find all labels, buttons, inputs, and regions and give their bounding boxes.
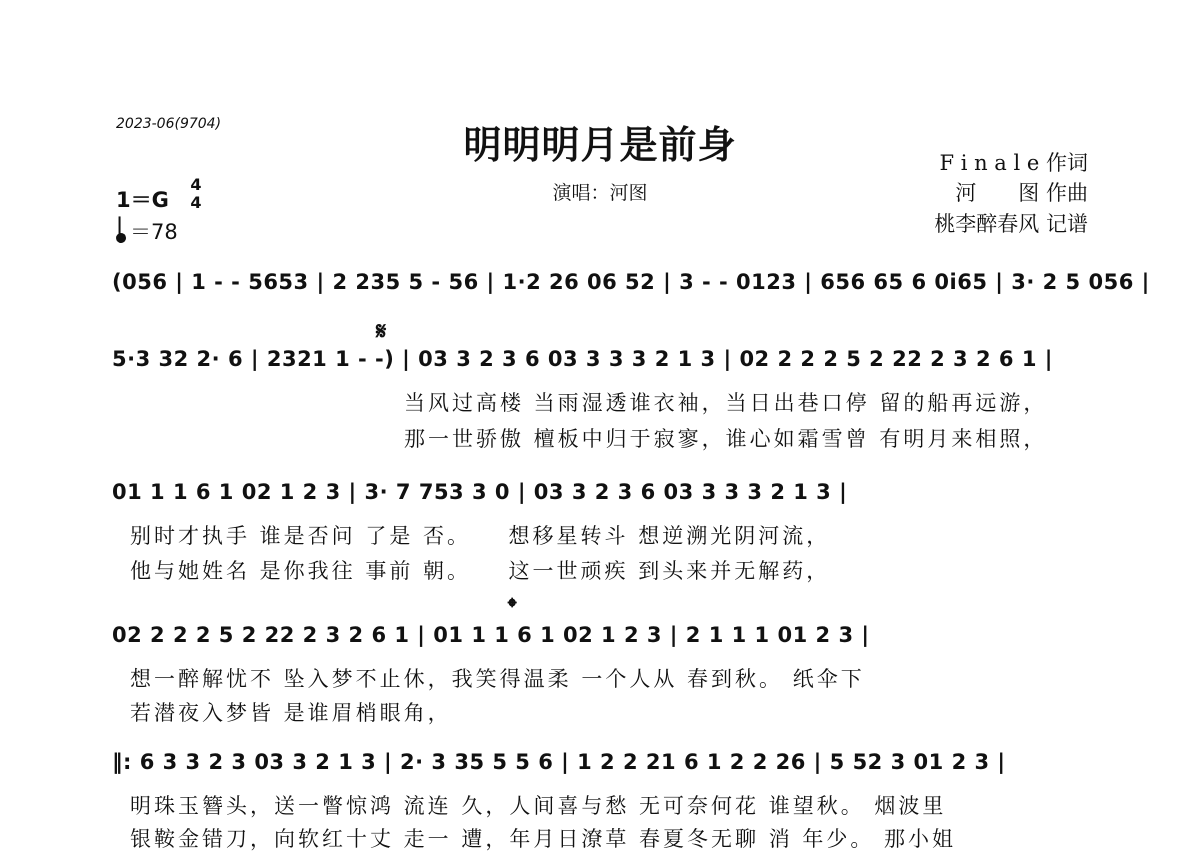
lyric-line-4-verse-2: 若潜夜入梦皆 是谁眉梢眼角，: [130, 701, 452, 725]
score-line-5: ‖: 6 3 3 2 3 03 3 2 1 3 | 2· 3 35 5 5 6 | 1 2 2 21 6 1 2 2 26 | 5 52 3 01 2 3 |: [112, 750, 1006, 774]
lyric-line-2-verse-2: 那一世骄傲 檀板中归于寂寥，谁心如霜雪曾 有明月来相照，: [404, 427, 1048, 451]
song-title: 明明明月是前身: [463, 122, 737, 167]
score-code: 2023-06(9704): [116, 116, 222, 132]
singer-line: 演唱：河图: [552, 182, 648, 204]
lyric-line-5-verse-2: 银鞍金错刀，向软红十丈 走一 遭，年月日潦草 春夏冬无聊 消 年少。 那小姐: [130, 827, 957, 851]
quarter-note-icon: [114, 231, 127, 244]
lyric-line-3-verse-2: 他与她姓名 是你我往 事前 朝。 这一世顽疾 到头来并无解药，: [130, 559, 831, 583]
transcriber-credit: 桃李醉春风 记谱: [934, 212, 1088, 236]
lyric-line-3-verse-1: 别时才执手 谁是否问 了是 否。 想移星转斗 想逆溯光阴河流，: [130, 524, 831, 548]
lyric-line-4-verse-1: 想一醉解忧不 坠入梦不止休，我笑得温柔 一个人从 春到秋。 纸伞下: [130, 667, 865, 691]
lyric-line-5-verse-1: 明珠玉簪头，送一瞥惊鸿 流连 久，人间喜与愁 无可奈何花 谁望秋。 烟波里: [130, 794, 947, 818]
score-line-4: 02 2 2 2 5 2 22 2 3 2 6 1 | 01 1 1 6 1 02 1 2 3 | 2 1 1 1 01 2 3 |: [112, 623, 870, 647]
coda-icon: 𝄌: [508, 592, 517, 621]
tempo-marking: [116, 216, 178, 246]
lyric-line-2-verse-1: 当风过高楼 当雨湿透谁衣袖，当日出巷口停 留的船再远游，: [404, 391, 1048, 415]
score-line-3: 01 1 1 6 1 02 1 2 3 | 3· 7 753 3 0 | 03 3 2 3 6 03 3 3 3 2 1 3 |: [112, 480, 848, 504]
key-signature: 1＝G: [116, 188, 169, 212]
score-line-1: (056 | 1 - - 5653 | 2 235 5 - 56 | 1·2 26 06 52 | 3 - - 0123 | 656 65 6 0i65 | 3· 2 5 056 |: [112, 270, 1150, 294]
time-signature: [186, 176, 206, 212]
segno-icon: 𝄋: [376, 316, 387, 345]
lyricist-credit: F i n a l e 作词: [939, 151, 1088, 175]
time-signature-bottom: 4: [190, 193, 202, 212]
time-signature-top: 4: [190, 175, 202, 194]
composer-credit: 河 图 作曲: [955, 181, 1088, 205]
tempo-value: ＝78: [130, 220, 178, 244]
score-line-2: 5·3 32 2· 6 | 2321 1 - -) | 03 3 2 3 6 03 3 3 3 2 1 3 | 02 2 2 2 5 2 22 2 3 2 6 1 |: [112, 347, 1053, 371]
